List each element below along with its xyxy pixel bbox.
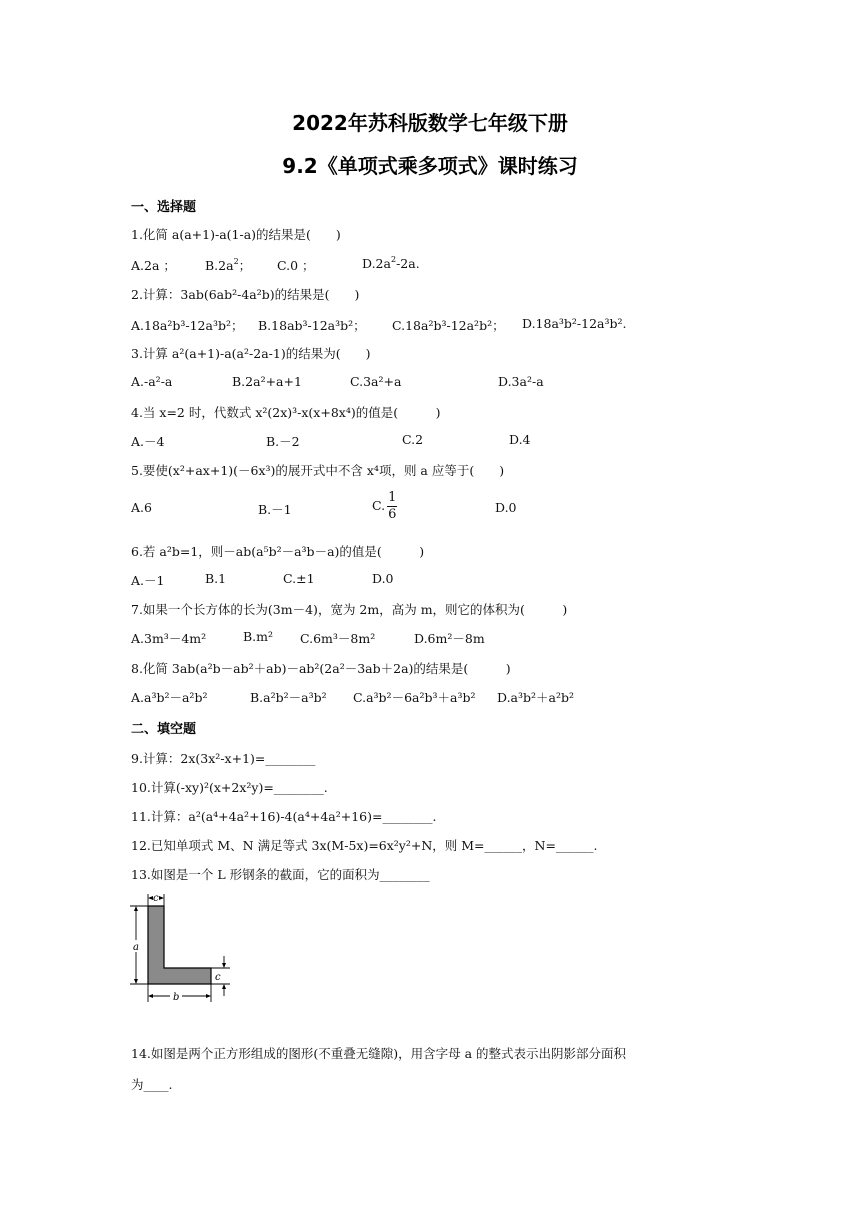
q1-option-c: C.0 ； [277,258,315,273]
q4-option-a: A.－4 [131,434,165,449]
q9-stem: 9.计算：2x(3x²-x+1)=________ [131,751,316,766]
section-choice-heading: 一、选择题 [131,200,197,215]
q3-option-a: A.-a²-a [131,374,173,389]
label-b: b [173,992,180,1003]
q5-option-d: D.0 [495,500,517,515]
q3-option-b: B.2a²+a+1 [232,374,302,389]
label-c-right: c [215,972,221,983]
q8-option-b: B.a²b²－a³b² [250,690,327,705]
q2-option-a: A.18a²b³-12a³b²； [131,318,244,333]
q10-stem: 10.计算(-xy)²(x+2x²y)=________. [131,780,328,795]
q8-stem: 8.化简 3ab(a²b－ab²＋ab)－ab²(2a²－3ab＋2a)的结果是( ) [131,661,511,676]
dimension-lines [130,894,230,1002]
q3-option-d: D.3a²-a [498,374,544,389]
q6-option-b: B.1 [205,571,227,586]
l-shape-figure [120,888,240,1008]
q5-fraction: $\frac{1}{6}$ [388,490,397,522]
q7-stem: 7.如果一个长方体的长为(3m－4)，宽为 2m，高为 m，则它的体积为( ) [131,602,568,617]
label-c-top: c [153,893,159,904]
q6-option-a: A.－1 [131,573,165,588]
q2-option-b: B.18ab³-12a³b²； [258,318,366,333]
q8-option-a: A.a³b²－a²b² [131,690,208,705]
q8-option-c: C.a³b²－6a²b³＋a³b² [353,690,476,705]
q11-stem: 11.计算：a²(a⁴+4a²+16)-4(a⁴+4a²+16)=________. [131,809,437,824]
q2-stem: 2.计算：3ab(6ab²-4a²b)的结果是( ) [131,287,360,302]
q2-option-d: D.18a³b²-12a³b². [522,316,627,331]
q7-option-d: D.6m²－8m [414,631,485,646]
q7-option-a: A.3m³－4m² [131,631,207,646]
q2-option-c: C.18a²b³-12a²b²； [392,318,505,333]
q5-option-b: B.－1 [258,502,292,517]
q14-stem-line1: 14.如图是两个正方形组成的图形(不重叠无缝隙)，用含字母 a 的整式表示出阴影部分面积 [131,1046,627,1061]
q8-option-d: D.a³b²＋a²b² [497,690,575,705]
q4-stem: 4.当 x=2 时，代数式 x²(2x)³-x(x+8x⁴)的值是( ) [131,405,441,420]
q3-option-c: C.3a²+a [350,374,402,389]
q6-option-c: C.±1 [283,571,315,586]
q6-option-d: D.0 [372,571,394,586]
q5-option-a: A.6 [131,500,152,515]
q5-stem: 5.要使(x²+ax+1)(－6x³)的展开式中不含 x⁴项，则 a 应等于( ) [131,463,505,478]
label-a: a [133,942,139,953]
q13-stem: 13.如图是一个 L 形钢条的截面，它的面积为________ [131,867,430,882]
q1-option-b: $B.2a^2$； [205,257,252,273]
q12-stem: 12.已知单项式 M、N 满足等式 3x(M-5x)=6x²y²+N，则 M=______，N=______. [131,838,598,853]
q6-stem: 6.若 a²b=1，则－ab(a⁵b²－a³b－a)的值是( ) [131,544,425,559]
q7-option-c: C.6m³－8m² [300,631,376,646]
q4-option-c: C.2 [402,432,424,447]
q1-option-a: A.2a ； [131,258,176,273]
q4-option-b: B.－2 [266,434,300,449]
q7-option-b: B.m² [243,629,274,644]
page-subtitle: 9.2《单项式乘多项式》课时练习 [282,154,578,178]
q3-stem: 3.计算 a²(a+1)-a(a²-2a-1)的结果为( ) [131,346,371,361]
q1-option-d: $D.2a^2-2a$. [362,255,420,271]
section-fill-heading: 二、填空题 [131,722,197,737]
q14-stem-line2: 为____. [131,1077,173,1092]
q5-option-c: C. $\frac{1}{6}$ [372,490,397,522]
l-shape-region [148,906,211,984]
page-title: 2022年苏科版数学七年级下册 [292,111,568,135]
q4-option-d: D.4 [509,432,531,447]
q1-stem: 1.化简 a(a+1)-a(1-a)的结果是( ) [131,227,341,242]
